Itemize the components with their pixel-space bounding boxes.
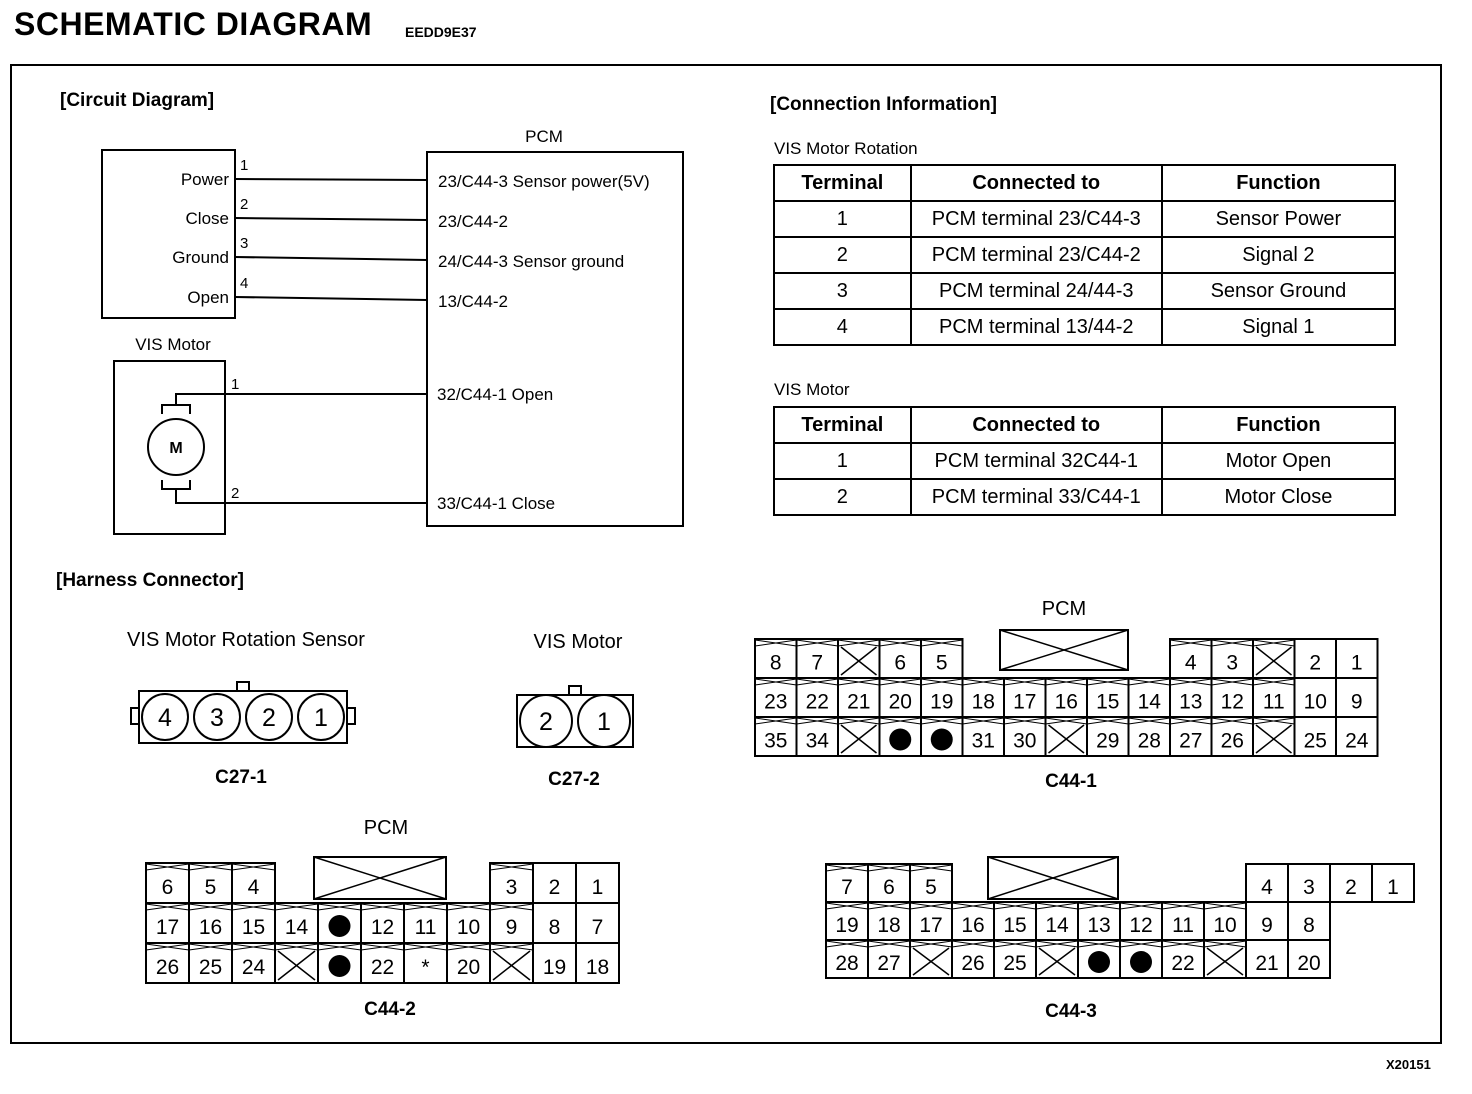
connected-to-cell: PCM terminal 32C44-1 (911, 443, 1162, 479)
motor-wires (176, 394, 427, 503)
terminal-cell: 1 (774, 201, 911, 237)
terminal-number: 23 (764, 690, 788, 714)
terminal-number: 4 (1184, 651, 1197, 675)
terminal-number: 6 (894, 651, 907, 675)
terminal-number: 6 (161, 876, 174, 899)
motor-symbol (148, 405, 204, 489)
c27-2-label: C27-2 (548, 769, 600, 790)
pin-number: 1 (597, 708, 611, 736)
terminal-number: 25 (198, 956, 223, 979)
terminal-number: 11 (1262, 690, 1285, 714)
terminal-number: 1 (591, 876, 604, 899)
terminal-number: 25 (1003, 952, 1027, 975)
plugged-cavity-dot (1088, 951, 1110, 973)
sensor-pin-label: Power (180, 170, 229, 189)
motor-pin-2-number: 2 (231, 485, 240, 502)
connected-to-header: Connected to (911, 165, 1162, 201)
terminal-number: 9 (1350, 690, 1363, 714)
sensor-pin-number: 4 (240, 275, 249, 292)
terminal-header: Terminal (774, 407, 911, 443)
terminal-number: 4 (1261, 876, 1273, 899)
sensor-pin-number: 3 (240, 235, 249, 252)
sensor-wire (235, 257, 427, 260)
terminal-number: 31 (971, 729, 995, 753)
function-cell: Sensor Ground (1162, 273, 1395, 309)
terminal-number: 2 (548, 876, 561, 899)
terminal-number: 25 (1303, 729, 1327, 753)
terminal-number: 6 (883, 876, 895, 899)
connected-to-cell: PCM terminal 23/C44-3 (911, 201, 1162, 237)
terminal-number: 8 (548, 916, 561, 939)
terminal-number: 29 (1096, 729, 1120, 753)
terminal-number: 22 (805, 690, 829, 714)
terminal-number: 1 (1387, 876, 1399, 899)
terminal-number: 11 (1172, 914, 1194, 937)
plugged-cavity-dot (889, 729, 911, 751)
pin-number: 4 (158, 704, 172, 732)
pcm-motor-close-terminal: 33/C44-1 Close (437, 494, 556, 513)
pcm-terminal-label: 23/C44-3 Sensor power(5V) (438, 172, 650, 191)
terminal-number: 10 (456, 916, 481, 939)
terminal-cell: 4 (774, 309, 911, 345)
terminal-number: 30 (1013, 729, 1037, 753)
sensor-wire (235, 218, 427, 220)
plugged-cavity-dot (329, 955, 351, 977)
connected-to-cell: PCM terminal 23/C44-2 (911, 237, 1162, 273)
sensor-wires (172, 157, 649, 311)
terminal-number: 14 (284, 916, 309, 939)
terminal-number: 27 (1179, 729, 1203, 753)
circuit-diagram-heading: [Circuit Diagram] (60, 90, 215, 111)
harness-connector-heading: [Harness Connector] (56, 570, 244, 591)
sensor-pin-number: 2 (240, 196, 249, 213)
pcm-terminal-label: 13/C44-2 (438, 292, 508, 311)
pcm-box (427, 152, 683, 526)
document-code: EEDD9E37 (405, 24, 477, 40)
terminal-cell: 2 (774, 237, 911, 273)
connector-c44-1 (755, 630, 1378, 756)
terminal-number: 24 (241, 956, 266, 979)
terminal-cell: 2 (774, 479, 911, 515)
terminal-number: 11 (414, 916, 437, 939)
terminal-number: 7 (591, 916, 604, 939)
terminal-number: 28 (1137, 729, 1161, 753)
connector-side-tab (347, 708, 355, 724)
terminal-number: 3 (1226, 651, 1239, 675)
terminal-number: 34 (805, 729, 829, 753)
terminal-number: 10 (1213, 914, 1237, 937)
connector-side-tab (131, 708, 139, 724)
terminal-number: 9 (505, 916, 518, 939)
motor-table-caption: VIS Motor (774, 380, 850, 399)
terminal-number: 18 (971, 690, 995, 714)
connector-c27-1 (131, 682, 355, 743)
terminal-number: 18 (877, 914, 901, 937)
terminal-number: 2 (1345, 876, 1357, 899)
terminal-number: 19 (930, 690, 954, 714)
terminal-number: 20 (1297, 952, 1321, 975)
sensor-wire (235, 179, 427, 180)
function-header: Function (1162, 165, 1395, 201)
function-cell: Sensor Power (1162, 201, 1395, 237)
terminal-number: 20 (888, 690, 912, 714)
c27-2-title: VIS Motor (533, 631, 623, 653)
sensor-pin-number: 1 (240, 157, 249, 174)
c44-1-label: C44-1 (1045, 771, 1097, 792)
plugged-cavity-dot (931, 729, 953, 751)
figure-code: X20151 (1386, 1057, 1431, 1072)
terminal-number: 20 (456, 956, 481, 979)
terminal-number: 8 (769, 651, 782, 675)
terminal-number: 26 (155, 956, 180, 979)
terminal-number: 15 (1003, 914, 1027, 937)
pin-number: 2 (262, 704, 276, 732)
terminal-number: 16 (1054, 690, 1078, 714)
motor-pin-1-number: 1 (231, 376, 240, 393)
terminal-number: 14 (1137, 690, 1161, 714)
connection-info-heading: [Connection Information] (770, 94, 997, 115)
terminal-number: 7 (811, 651, 824, 675)
connector-latch (237, 682, 249, 691)
terminal-number: 5 (935, 651, 948, 675)
terminal-number: * (421, 956, 430, 979)
sensor-wire (235, 297, 427, 300)
pcm-terminal-label: 24/C44-3 Sensor ground (438, 252, 625, 271)
plugged-cavity-dot (1130, 951, 1152, 973)
terminal-number: 15 (1096, 690, 1120, 714)
terminal-number: 24 (1345, 729, 1369, 753)
terminal-number: 3 (1303, 876, 1315, 899)
terminal-number: 17 (919, 914, 943, 937)
terminal-number: 1 (1350, 651, 1363, 675)
pin-number: 1 (314, 704, 328, 732)
c44-2-label: C44-2 (364, 999, 416, 1020)
c44-3-label: C44-3 (1045, 1001, 1097, 1022)
pcm-terminal-label: 23/C44-2 (438, 212, 508, 231)
terminal-number: 16 (198, 916, 223, 939)
terminal-number: 9 (1261, 914, 1273, 937)
connector-c44-2 (146, 857, 619, 983)
connector-c27-2 (517, 686, 633, 747)
terminal-number: 5 (925, 876, 937, 899)
c27-1-title: VIS Motor Rotation Sensor (127, 629, 365, 651)
c27-1-label: C27-1 (215, 767, 267, 788)
plugged-cavity-dot (329, 915, 351, 937)
connected-to-cell: PCM terminal 33/C44-1 (911, 479, 1162, 515)
terminal-number: 13 (1087, 914, 1111, 937)
terminal-number: 17 (155, 916, 180, 939)
function-header: Function (1162, 407, 1395, 443)
terminal-number: 22 (370, 956, 395, 979)
terminal-number: 26 (1220, 729, 1244, 753)
terminal-number: 19 (835, 914, 859, 937)
terminal-number: 3 (505, 876, 518, 899)
function-cell: Signal 1 (1162, 309, 1395, 345)
pcm-motor-open-terminal: 32/C44-1 Open (437, 385, 554, 404)
terminal-number: 19 (542, 956, 567, 979)
terminal-number: 18 (585, 956, 610, 979)
terminal-number: 21 (847, 690, 871, 714)
connected-to-header: Connected to (911, 407, 1162, 443)
page-title: SCHEMATIC DIAGRAM (14, 6, 373, 42)
sensor-pin-label: Open (187, 288, 229, 307)
function-cell: Motor Close (1162, 479, 1395, 515)
terminal-number: 15 (241, 916, 266, 939)
c44-2-title: PCM (363, 817, 409, 839)
motor-m-label: M (169, 440, 183, 457)
terminal-number: 17 (1013, 690, 1037, 714)
function-cell: Signal 2 (1162, 237, 1395, 273)
sensor-pin-label: Close (185, 209, 229, 228)
terminal-number: 10 (1303, 690, 1327, 714)
connected-to-cell: PCM terminal 24/44-3 (911, 273, 1162, 309)
terminal-number: 22 (1171, 952, 1195, 975)
terminal-number: 27 (877, 952, 901, 975)
terminal-number: 5 (204, 876, 217, 899)
terminal-number: 16 (961, 914, 985, 937)
terminal-number: 2 (1309, 651, 1322, 675)
terminal-number: 7 (841, 876, 853, 899)
terminal-number: 13 (1179, 690, 1203, 714)
terminal-number: 21 (1255, 952, 1279, 975)
terminal-number: 14 (1045, 914, 1069, 937)
terminal-number: 26 (961, 952, 985, 975)
function-cell: Motor Open (1162, 443, 1395, 479)
terminal-number: 12 (1129, 914, 1153, 937)
connector-c44-3 (826, 857, 1414, 978)
terminal-cell: 3 (774, 273, 911, 309)
rotation-table-caption: VIS Motor Rotation (774, 139, 918, 158)
terminal-number: 12 (1220, 690, 1244, 714)
pin-number: 2 (539, 708, 553, 736)
terminal-number: 4 (247, 876, 260, 899)
terminal-number: 28 (835, 952, 859, 975)
motor-box-label: VIS Motor (135, 335, 211, 354)
pcm-box-label: PCM (525, 127, 563, 146)
terminal-number: 35 (764, 729, 788, 753)
terminal-number: 8 (1303, 914, 1315, 937)
connector-latch (569, 686, 581, 695)
connected-to-cell: PCM terminal 13/44-2 (911, 309, 1162, 345)
sensor-pin-label: Ground (172, 248, 229, 267)
terminal-number: 12 (370, 916, 395, 939)
c44-1-title: PCM (1041, 598, 1087, 620)
terminal-cell: 1 (774, 443, 911, 479)
pin-number: 3 (210, 704, 224, 732)
terminal-header: Terminal (774, 165, 911, 201)
